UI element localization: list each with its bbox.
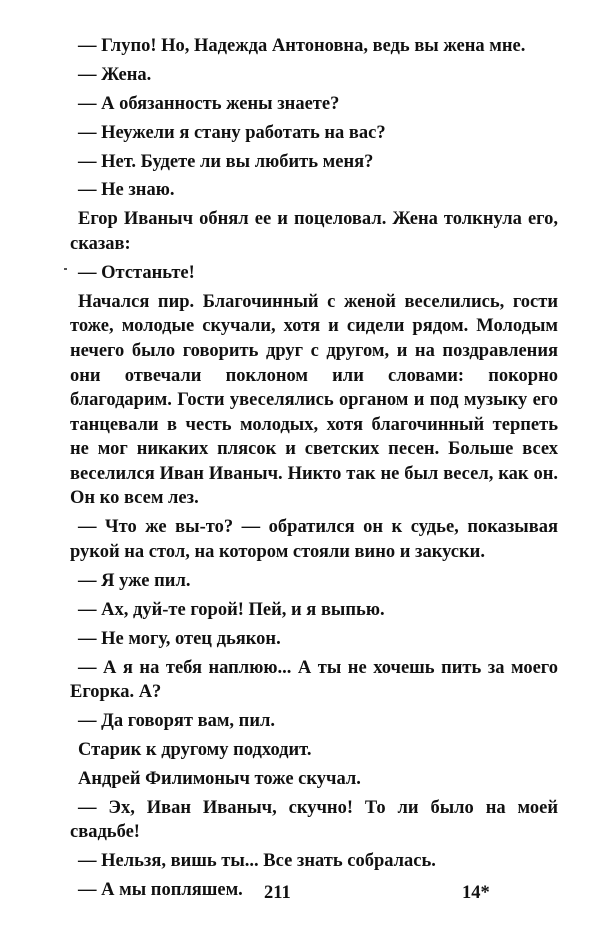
paragraph-9: Начался пир. Благочинный с женой веселились, гости тоже, молодые скучали, хотя и сидели рядом. Молодым нечего было говорить друг с другом, и на поздравления они отвечали поклоном или словами: покорно благодарим. Гости увеселялись органом и под музыку его танцевали в честь молодых, хотя благочинный терпеть не мог никаких плясок и светских песен. Больше всех веселился Иван Иваныч. Никто так не был весел, как он. Он ко всем лез. xyxy=(70,291,558,509)
paragraph-10: — Что же вы-то? — обратился он к судье, показывая рукой на стол, на котором стояли вино и закуски. xyxy=(70,517,558,562)
paragraph-4: — Неужели я стану работать на вас? xyxy=(78,122,386,143)
paragraph-1: — Глупо! Но, Надежда Антоновна, ведь вы жена мне. xyxy=(78,36,526,56)
paragraph-6: — Не знаю. xyxy=(78,180,175,201)
paragraph-3: — А обязанность жены знаете? xyxy=(78,93,340,114)
page-number: 211 xyxy=(264,883,291,903)
stray-ink-mark xyxy=(64,268,67,270)
paragraph-14: — А я на тебя наплюю... А ты не хочешь пить за моего Егорка. А? xyxy=(70,657,558,703)
signature-mark: 14* xyxy=(462,883,490,903)
paragraph-17: Андрей Филимоныч тоже скучал. xyxy=(78,768,361,789)
paragraph-20: — А мы попляшем. xyxy=(78,880,243,901)
paragraph-5: — Нет. Будете ли вы любить меня? xyxy=(78,151,374,172)
paragraph-16: Старик к другому подходит. xyxy=(78,739,312,760)
paragraph-2: — Жена. xyxy=(78,64,152,85)
paragraph-13: — Не могу, отец дьякон. xyxy=(78,628,281,649)
page-footer xyxy=(0,883,600,913)
paragraph-12: — Ах, дуй-те горой! Пей, и я выпью. xyxy=(78,599,385,620)
paragraph-7: Егор Иваныч обнял ее и поцеловал. Жена толкнула его, сказав: xyxy=(70,209,558,254)
paragraph-18: — Эх, Иван Иваныч, скучно! То ли было на моей свадьбе! xyxy=(70,797,558,843)
page-text xyxy=(70,34,558,907)
paragraph-15: — Да говорят вам, пил. xyxy=(78,711,275,731)
paragraph-19: — Нельзя, вишь ты... Все знать собралась. xyxy=(78,851,436,872)
paragraph-11: — Я уже пил. xyxy=(78,570,191,591)
paragraph-8: — Отстаньте! xyxy=(78,262,195,283)
